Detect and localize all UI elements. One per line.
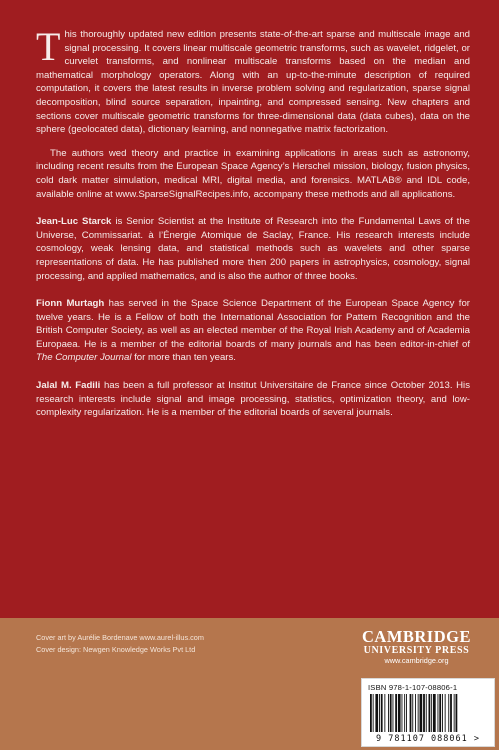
barcode-bar [384, 694, 385, 732]
cover-art-credit: Cover art by Aurélie Bordenave www.aurel-illus.com [36, 633, 204, 642]
barcode-bar [398, 694, 401, 732]
publisher-subname: UNIVERSITY PRESS [363, 645, 470, 656]
barcode-bar [373, 694, 374, 732]
barcode-bar [448, 694, 449, 732]
author-name-starck: Jean-Luc Starck [36, 216, 112, 228]
drop-cap-letter: T [36, 24, 61, 69]
description-paragraph-2: The authors wed theory and practice in examining applications in areas such as astronomy, including recent results from the European Space Agency’s Herschel mission, biology, fusion physics, cold dark matter simulation, medical MRI, digital media, and forensics. MATLAB® and IDL code, available online at www.SparseSignalRecipes.info, accompany these methods and all applications. [36, 147, 470, 200]
cover-design-credit: Cover design: Newgen Knowledge Works Pvt Ltd [36, 645, 196, 654]
barcode-bar [388, 694, 389, 732]
barcode-bar [379, 694, 380, 732]
cover-credits [36, 632, 204, 656]
author-bio-murtagh [36, 297, 470, 365]
author-name-murtagh: Fionn Murtagh [36, 298, 105, 310]
author-name-fadili: Jalal M. Fadili [36, 380, 101, 392]
publisher-name: CAMBRIDGE [361, 627, 471, 646]
author-bio-fadili-text: has been a full professor at Institut Universitaire de France since October 2013. His research interests include signal and image processing, statistics, optimization theory, and low-complexity regularization. He is a member of the editorial boards of several journals. [36, 380, 470, 419]
barcode-bar [415, 694, 416, 732]
barcode-bar [381, 694, 383, 732]
barcode-bar [412, 694, 413, 732]
barcode-bar [431, 694, 432, 732]
barcode-bar [390, 694, 392, 732]
barcode-bar [442, 694, 443, 732]
barcode-bar [433, 694, 436, 732]
barcode-bar [445, 694, 446, 732]
isbn-barcode-box [361, 678, 495, 747]
barcode-bar [395, 694, 397, 732]
barcode-digits: 9 781107 088061 > [376, 734, 480, 744]
description-paragraph-1-text: his thoroughly updated new edition presents state-of-the-art sparse and multiscale image and signal processing. It covers linear multiscale geometric transforms, such as wavelet, ridgelet, or curvelet transforms, and nonlinear multiscale transforms based on the median and mathematical morphology operators. Along with an up-to-the-minute description of required computation, it covers the latest results in inverse problem solving and regularization, sparse signal decomposition, blind source separation, inpainting, and compressed sensing. New chapters and sections cover multiscale geometric transforms for three-dimensional data (data cubes), data on the sphere (geolocated data), dictionary learning, and nonnegative matrix factorization. [36, 29, 470, 136]
description-paragraph-1 [36, 24, 470, 137]
barcode-bar [450, 694, 452, 732]
author-bio-murtagh-text-a: has served in the Space Science Department of the European Space Agency for twelve years. He is a Fellow of both the International Association for Pattern Recognition and the British Computer Society, as well as an elected member of the Royal Irish Academy and of Academia Europaea. He is a member of the editorial boards of many journals and has been editor-in-chief of [36, 298, 470, 350]
barcode-bar [420, 694, 423, 732]
publisher-logo [362, 628, 471, 666]
barcode-bar [375, 694, 378, 732]
barcode-bar [438, 694, 439, 732]
isbn-label: ISBN 978-1-107-08806-1 [368, 683, 458, 692]
author-bio-starck [36, 215, 470, 283]
author-bio-fadili [36, 379, 470, 420]
barcode-bar [410, 694, 412, 732]
barcode-bar [423, 694, 425, 732]
barcode-bar [404, 694, 405, 732]
barcode-bar [406, 694, 407, 732]
barcode-bar [429, 694, 431, 732]
barcode-bar [370, 694, 372, 732]
description-block [36, 24, 471, 430]
barcode-bar [393, 694, 394, 732]
barcode-graphic [368, 694, 488, 734]
barcode-bar [418, 694, 419, 732]
journal-title: The Computer Journal [36, 352, 132, 364]
author-bio-starck-text: is Senior Scientist at the Institute of Research into the Fundamental Laws of the Universe, Commissariat. à l’Énergie Atomique de Saclay, France. His research interests include cosmology, weak lensing data, and statistical methods such as wavelets and other sparse representations of data. He has published more then 200 papers in astrophysics, cosmology, signal processing, and applied mathematics, and is also the author of three books. [36, 216, 471, 282]
barcode-bar [456, 694, 458, 732]
barcode-bar [454, 694, 455, 732]
barcode-bar [426, 694, 427, 732]
barcode-bar [439, 694, 441, 732]
barcode-bar [402, 694, 403, 732]
author-bio-murtagh-text-b: for more than ten years. [131, 352, 236, 364]
publisher-url: www.cambridge.org [384, 656, 449, 665]
